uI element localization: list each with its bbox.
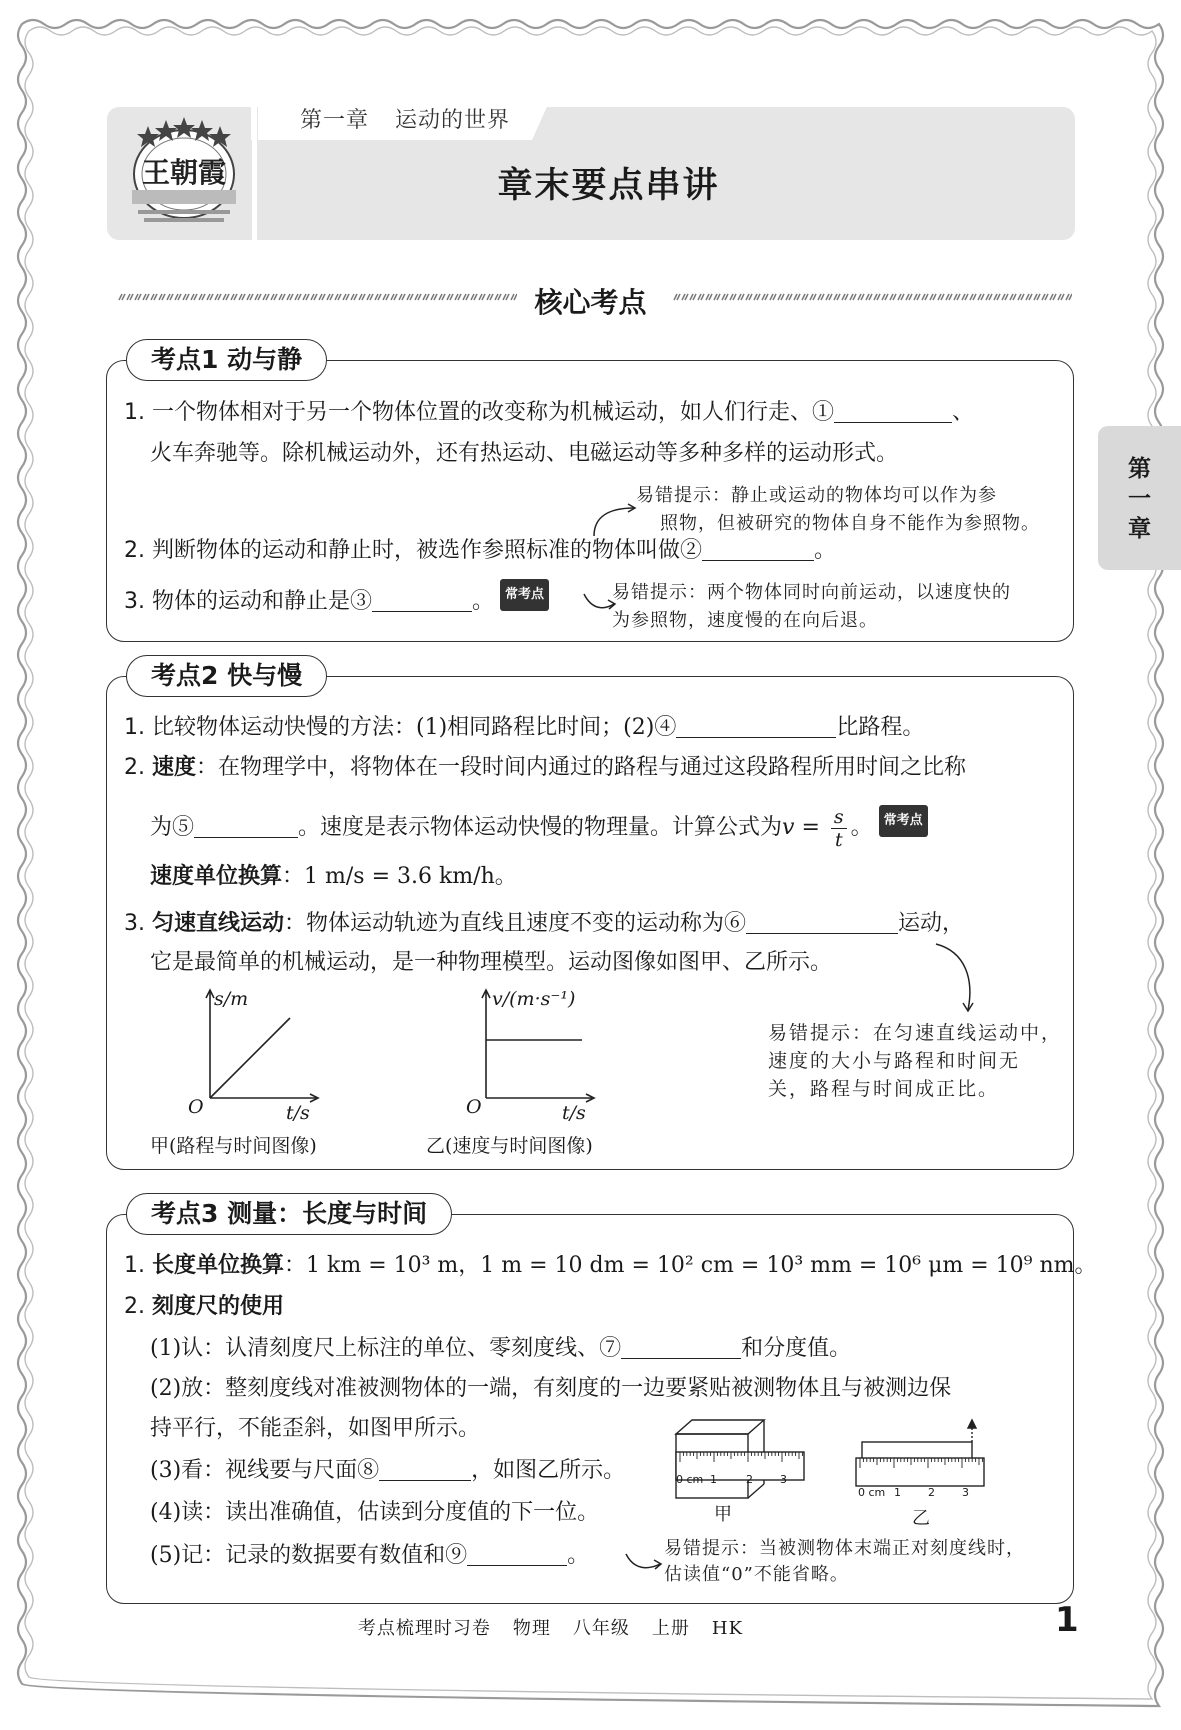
ruler-1-unit: 0 cm <box>676 1473 704 1486</box>
topic-1-item-3: 3. 物体的运动和静止是③ 。 常考点 <box>124 579 549 617</box>
ruler-1-tick-2: 2 <box>746 1473 753 1486</box>
blank-2[interactable] <box>702 538 814 561</box>
blank-6[interactable] <box>746 911 898 934</box>
footer-volume: 上册 <box>651 1618 690 1639</box>
topic-3-step-3: (3)看：视线要与尺面⑧ ，如图乙所示。 <box>150 1458 626 1483</box>
graph-2-ylabel: v/(m·s⁻¹) <box>492 988 576 1010</box>
topic-1-item-1-line-2: 火车奔驰等。除机械运动外，还有热运动、电磁运动等多种多样的运动形式。 <box>150 441 899 466</box>
topic-2-item-1: 1. 比较物体运动快慢的方法：(1)相同路程比时间；(2)④ 比路程。 <box>124 715 925 740</box>
topic-2-speed-units: 速度单位换算：1 m/s = 3.6 km/h。 <box>150 864 517 889</box>
graph-1-caption: 甲(路程与时间图像) <box>150 1135 317 1157</box>
page-footer <box>0 1614 1181 1640</box>
topic-3-item-2: 2. 刻度尺的使用 <box>124 1294 285 1319</box>
topic-3-step-5: (5)记：记录的数据要有数值和⑨ 。 <box>150 1543 590 1568</box>
chapter-name: 运动的世界 <box>395 108 511 133</box>
side-tab-char-3: 章 <box>1128 516 1151 542</box>
topic-1-tip-2-line-2: 为参照物，速度慢的在向后退。 <box>612 610 878 631</box>
graph-1-origin: O <box>188 1096 204 1118</box>
topic-3-item-1: 1. 长度单位换算：1 km = 10³ m，1 m = 10 dm = 10² cm = 10³ mm = 10⁶ μm = 10⁹ nm。 <box>124 1253 1097 1278</box>
blank-5[interactable] <box>194 815 298 838</box>
chapter-line <box>300 103 510 134</box>
topic-3-tab: 考点3 测量：长度与时间 <box>126 1193 452 1235</box>
topic-3-step-2-line-2: 持平行，不能歪斜，如图甲所示。 <box>150 1416 481 1441</box>
footer-edition: HK <box>711 1618 744 1639</box>
topic-2-item-3-line-2: 它是最简单的机械运动，是一种物理模型。运动图像如图甲、乙所示。 <box>150 950 833 975</box>
ruler-2-caption: 乙 <box>912 1508 930 1529</box>
ruler-1-caption: 甲 <box>714 1504 732 1525</box>
chapter-side-tab <box>1098 426 1181 570</box>
topic-3-tip-line-1: 易错提示：当被测物体末端正对刻度线时， <box>664 1538 1025 1559</box>
footer-grade: 八年级 <box>572 1618 630 1639</box>
topic-2-tip-line-1: 易错提示：在匀速直线运动中， <box>768 1022 1063 1044</box>
heading-decoration-right <box>672 292 1072 302</box>
footer-subject: 物理 <box>512 1618 551 1639</box>
topic-3-step-2-line-1: (2)放：整刻度线对准被测物体的一端，有刻度的一边要紧贴被测物体且与被测边保 <box>150 1376 952 1401</box>
page-number: 1 <box>1055 1600 1079 1640</box>
topic-1-tip-1-line-1: 易错提示：静止或运动的物体均可以作为参 <box>636 485 997 506</box>
topic-2-tip-line-2: 速度的大小与路程和时间无 <box>768 1050 1021 1072</box>
frequent-topic-badge: 常考点 <box>500 579 549 611</box>
topic-1-tab: 考点1 动与静 <box>126 339 327 381</box>
graph-1-ylabel: s/m <box>214 988 249 1010</box>
topic-3-tip-line-2: 估读值“0”不能省略。 <box>664 1564 849 1585</box>
ruler-figure-1 <box>670 1412 810 1502</box>
graph-2-caption: 乙(速度与时间图像) <box>426 1135 593 1157</box>
topic-2-item-2-line-2: 为⑤ 。速度是表示物体运动快慢的物理量。计算公式为v = $\frac{s}{t}$ 。 常考点 <box>150 805 928 851</box>
ruler-2-unit: 0 cm <box>858 1486 886 1499</box>
page-title: 章末要点串讲 <box>497 166 720 206</box>
topic-1-item-1-line-1: 1. 一个物体相对于另一个物体位置的改变称为机械运动，如人们行走、① 、 <box>124 400 975 425</box>
topic-3-step-4: (4)读：读出准确值，估读到分度值的下一位。 <box>150 1500 600 1525</box>
ruler-2-tick-2: 2 <box>928 1486 935 1499</box>
blank-9[interactable] <box>467 1543 567 1566</box>
topic-2-item-2-line-1: 2. 速度：在物理学中，将物体在一段时间内通过的路程与通过这段路程所用时间之比称 <box>124 755 967 780</box>
topic-2-tab: 考点2 快与慢 <box>126 655 327 697</box>
tip-4-arrow-icon <box>624 1550 664 1574</box>
formula-v: v <box>782 815 795 840</box>
blank-4[interactable] <box>676 715 836 738</box>
topic-2-item-3-line-1: 3. 匀速直线运动：物体运动轨迹为直线且速度不变的运动称为⑥ 运动， <box>124 911 965 936</box>
footer-series: 考点梳理时习卷 <box>357 1618 491 1639</box>
topic-2-tip-line-3: 关，路程与时间成正比。 <box>768 1078 1000 1100</box>
side-tab-char-2: 一 <box>1128 486 1151 512</box>
blank-1[interactable] <box>834 400 952 423</box>
frequent-topic-badge-2: 常考点 <box>879 805 928 837</box>
blank-8[interactable] <box>379 1458 471 1481</box>
ruler-2-tick-3: 3 <box>962 1486 969 1499</box>
graph-2-xlabel: t/s <box>562 1102 586 1124</box>
chapter-number: 第一章 <box>300 108 370 133</box>
tip-3-arrow-icon <box>930 940 980 1016</box>
blank-7[interactable] <box>621 1336 741 1359</box>
tip-1-arrow-icon <box>588 500 638 540</box>
section-heading: 核心考点 <box>534 286 647 319</box>
topic-1-tip-1-line-2: 照物，但被研究的物体自身不能作为参照物。 <box>660 513 1040 534</box>
ruler-2-tick-1: 1 <box>894 1486 901 1499</box>
topic-1-item-2: 2. 判断物体的运动和静止时，被选作参照标准的物体叫做② 。 <box>124 538 837 563</box>
logo-text: 王朝霞 <box>141 156 227 189</box>
ruler-1-tick-1: 1 <box>710 1473 717 1486</box>
topic-1-tip-2-line-1: 易错提示：两个物体同时向前运动，以速度快的 <box>612 582 1011 603</box>
blank-3[interactable] <box>372 589 472 612</box>
graph-2-origin: O <box>466 1096 482 1118</box>
graph-1-xlabel: t/s <box>286 1102 310 1124</box>
ruler-1-tick-3: 3 <box>780 1473 787 1486</box>
side-tab-char-1: 第 <box>1128 456 1151 482</box>
topic-3-step-1: (1)认：认清刻度尺上标注的单位、零刻度线、⑦ 和分度值。 <box>150 1336 852 1361</box>
formula-fraction: $\frac{s}{t}$ <box>831 806 847 851</box>
